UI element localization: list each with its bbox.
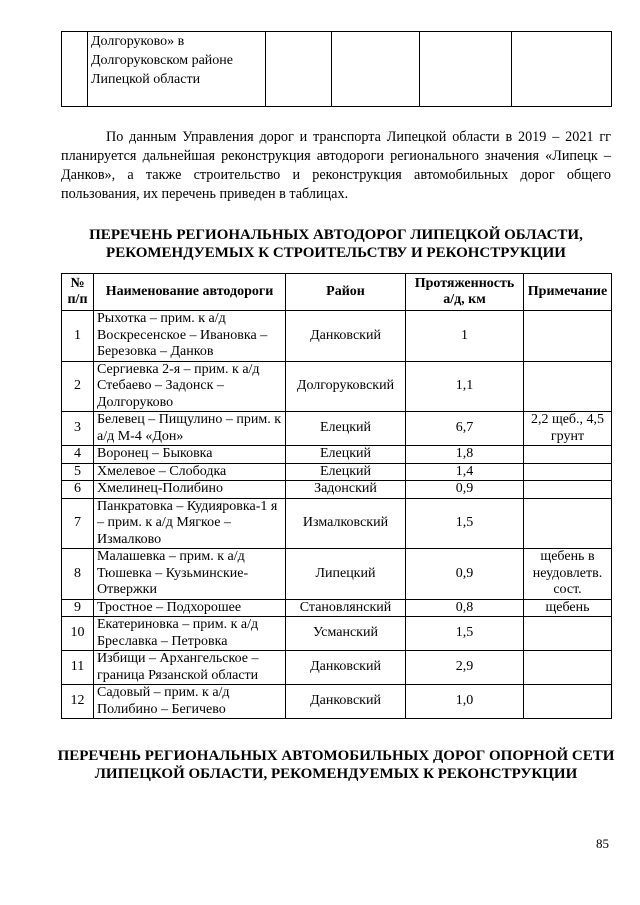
note-cell <box>524 361 612 412</box>
section-heading: ПЕРЕЧЕНЬ РЕГИОНАЛЬНЫХ АВТОДОРОГ ЛИПЕЦКОЙ ОБЛАСТИ, РЕКОМЕНДУЕМЫХ К СТРОИТЕЛЬСТВУ И РЕКОНСТРУКЦИИ <box>89 227 583 261</box>
header-district: Район <box>286 274 406 311</box>
note-cell: 2,2 щеб., 4,5 грунт <box>524 412 612 446</box>
table-row <box>62 685 612 719</box>
length-cell: 0,9 <box>406 549 524 600</box>
row-number-cell: 6 <box>62 481 94 499</box>
body-paragraph: По данным Управления дорог и транспорта Липецкой области в 2019 – 2021 гг планируется дальнейшая реконструкция автодороги регионального значения «Липецк – Данков», а также строительство и реконструкция автомобильных дорог общего пользования, их перечень приведен в таблицах. <box>61 129 611 202</box>
table-cell <box>332 32 420 107</box>
row-number-cell: 1 <box>62 311 94 362</box>
table-row <box>62 481 612 499</box>
length-cell: 0,8 <box>406 599 524 617</box>
district-cell: Липецкий <box>286 549 406 600</box>
table-row <box>62 32 612 107</box>
note-cell <box>524 311 612 362</box>
road-name-cell: Рыхотка – прим. к а/д Воскресенское – Ивановка – Березовка – Данков <box>94 311 286 362</box>
length-cell: 1,5 <box>406 617 524 651</box>
row-number-cell: 7 <box>62 498 94 549</box>
row-number-cell: 12 <box>62 685 94 719</box>
header-note: Примечание <box>524 274 612 311</box>
table-row <box>62 549 612 600</box>
section-heading-2: ПЕРЕЧЕНЬ РЕГИОНАЛЬНЫХ АВТОМОБИЛЬНЫХ ДОРОГ ОПОРНОЙ СЕТИ ЛИПЕЦКОЙ ОБЛАСТИ, РЕКОМЕНДУЕМЫХ К РЕКОНСТРУКЦИИ <box>57 748 615 782</box>
road-name-cell: Хмелевое – Слободка <box>94 463 286 481</box>
length-cell: 6,7 <box>406 412 524 446</box>
note-cell <box>524 498 612 549</box>
road-name-cell: Долгоруково» в Долгоруковском районе Липецкой области <box>88 32 266 107</box>
note-cell <box>524 463 612 481</box>
table-cell <box>420 32 512 107</box>
road-name-cell: Садовый – прим. к а/д Полибино – Бегичево <box>94 685 286 719</box>
note-cell <box>524 617 612 651</box>
district-cell: Елецкий <box>286 463 406 481</box>
roads-table <box>61 273 612 719</box>
row-number-cell: 3 <box>62 412 94 446</box>
district-cell: Долгоруковский <box>286 361 406 412</box>
table-row <box>62 651 612 685</box>
road-name-cell: Хмелинец-Полибино <box>94 481 286 499</box>
length-cell: 0,9 <box>406 481 524 499</box>
length-cell: 1 <box>406 311 524 362</box>
length-cell: 1,0 <box>406 685 524 719</box>
note-cell: щебень в неудовлетв. сост. <box>524 549 612 600</box>
row-number-cell: 9 <box>62 599 94 617</box>
table-body <box>62 311 612 719</box>
table-header-row <box>62 274 612 311</box>
row-number-cell: 8 <box>62 549 94 600</box>
road-name-cell: Екатериновка – прим. к а/д Бреславка – Петровка <box>94 617 286 651</box>
road-name-cell: Избищи – Архангельское – граница Рязанской области <box>94 651 286 685</box>
continued-table <box>61 31 612 107</box>
note-cell <box>524 651 612 685</box>
note-cell: щебень <box>524 599 612 617</box>
road-name-cell: Сергиевка 2-я – прим. к а/д Стебаево – Задонск – Долгоруково <box>94 361 286 412</box>
table-row <box>62 446 612 464</box>
length-cell: 2,9 <box>406 651 524 685</box>
district-cell: Измалковский <box>286 498 406 549</box>
header-length: Протяженность а/д, км <box>406 274 524 311</box>
road-name-cell: Воронец – Быковка <box>94 446 286 464</box>
table-row <box>62 599 612 617</box>
length-cell: 1,1 <box>406 361 524 412</box>
length-cell: 1,8 <box>406 446 524 464</box>
district-cell: Задонский <box>286 481 406 499</box>
note-cell <box>524 446 612 464</box>
district-cell: Данковский <box>286 311 406 362</box>
road-name-cell: Тростное – Подхорошее <box>94 599 286 617</box>
note-cell <box>524 481 612 499</box>
district-cell: Данковский <box>286 685 406 719</box>
length-cell: 1,5 <box>406 498 524 549</box>
page-number: 85 <box>596 836 609 851</box>
road-name-cell: Малашевка – прим. к а/д Тюшевка – Кузьминские-Отвержки <box>94 549 286 600</box>
road-name-cell: Панкратовка – Кудияровка-1 я – прим. к а/д Мягкое – Измалково <box>94 498 286 549</box>
header-num: № п/п <box>62 274 94 311</box>
row-number-cell: 10 <box>62 617 94 651</box>
district-cell: Становлянский <box>286 599 406 617</box>
row-number-cell: 11 <box>62 651 94 685</box>
note-cell <box>524 685 612 719</box>
table-row <box>62 498 612 549</box>
row-number-cell: 4 <box>62 446 94 464</box>
table-cell <box>62 32 88 107</box>
length-cell: 1,4 <box>406 463 524 481</box>
table-row <box>62 311 612 362</box>
table-row <box>62 463 612 481</box>
table-cell <box>512 32 612 107</box>
district-cell: Данковский <box>286 651 406 685</box>
table-row <box>62 617 612 651</box>
district-cell: Елецкий <box>286 412 406 446</box>
road-name-cell: Белевец – Пищулино – прим. к а/д М-4 «Дон» <box>94 412 286 446</box>
district-cell: Усманский <box>286 617 406 651</box>
header-road-name: Наименование автодороги <box>94 274 286 311</box>
table-cell <box>266 32 332 107</box>
table-row <box>62 361 612 412</box>
table-row <box>62 412 612 446</box>
row-number-cell: 5 <box>62 463 94 481</box>
row-number-cell: 2 <box>62 361 94 412</box>
district-cell: Елецкий <box>286 446 406 464</box>
